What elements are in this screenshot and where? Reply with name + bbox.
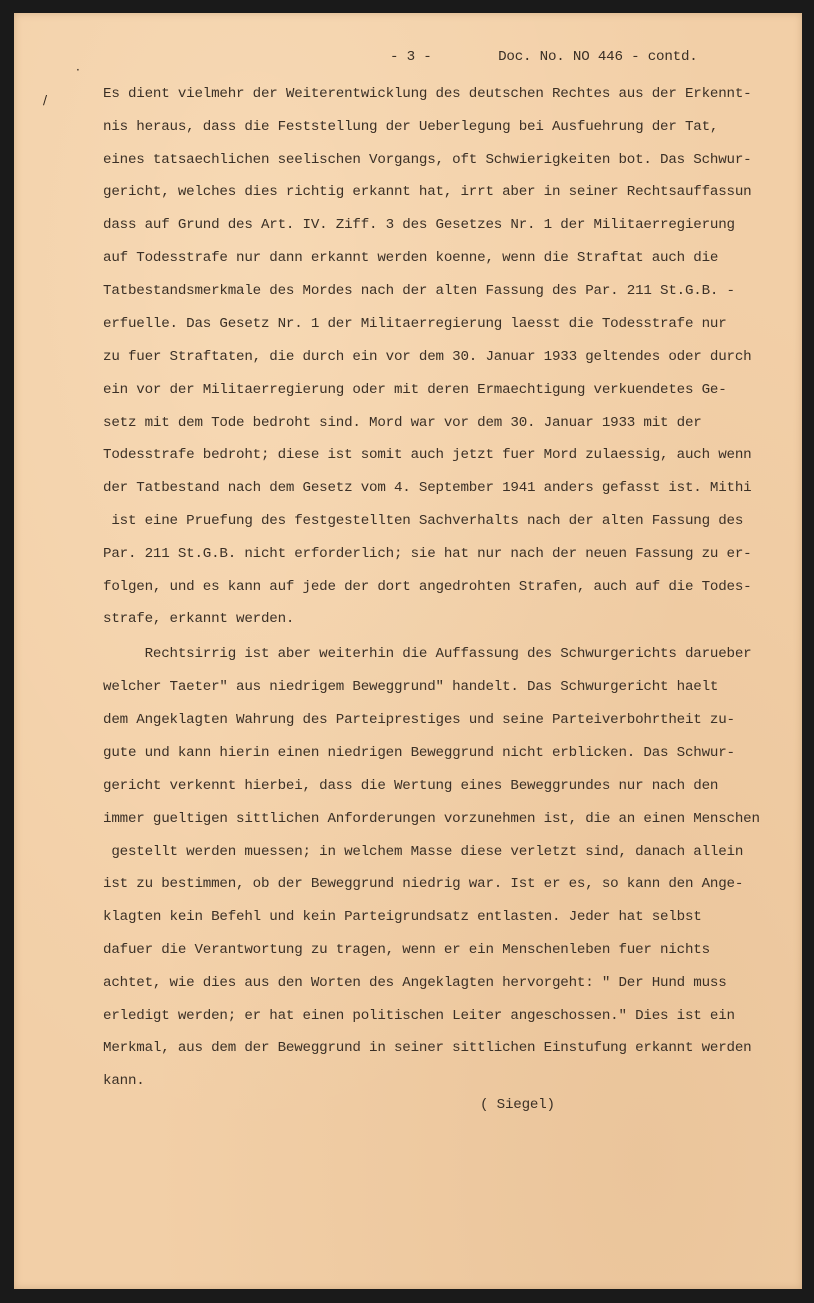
- text-line: nis heraus, dass die Feststellung der Ueberlegung bei Ausfuehrung der Tat,: [103, 119, 719, 135]
- text-line: achtet, wie dies aus den Worten des Angeklagten hervorgeht: " Der Hund muss: [103, 975, 727, 991]
- text-line: gericht, welches dies richtig erkannt hat, irrt aber in seiner Rechtsauffassun: [103, 184, 752, 200]
- text-line: eines tatsaechlichen seelischen Vorgangs, oft Schwierigkeiten bot. Das Schwur-: [103, 152, 752, 168]
- text-line: welcher Taeter" aus niedrigem Beweggrund" handelt. Das Schwurgericht haelt: [103, 679, 719, 695]
- text-line: Es dient vielmehr der Weiterentwicklung des deutschen Rechtes aus der Erkennt-: [103, 86, 752, 102]
- text-line: dem Angeklagten Wahrung des Parteiprestiges und seine Parteiverbohrtheit zu-: [103, 712, 735, 728]
- text-line: erledigt werden; er hat einen politischen Leiter angeschossen." Dies ist ein: [103, 1008, 735, 1024]
- text-line: erfuelle. Das Gesetz Nr. 1 der Militaerregierung laesst die Todesstrafe nur: [103, 316, 727, 332]
- document-page: [14, 13, 802, 1289]
- text-line: klagten kein Befehl und kein Parteigrundsatz entlasten. Jeder hat selbst: [103, 909, 702, 925]
- text-line: auf Todesstrafe nur dann erkannt werden koenne, wenn die Straftat auch die: [103, 250, 719, 266]
- margin-mark-slash: /: [43, 93, 48, 107]
- text-line: dass auf Grund des Art. IV. Ziff. 3 des Gesetzes Nr. 1 der Militaerregierung: [103, 217, 735, 233]
- text-line: Todesstrafe bedroht; diese ist somit auch jetzt fuer Mord zulaessig, auch wenn: [103, 447, 752, 463]
- text-line: gericht verkennt hierbei, dass die Wertung eines Beweggrundes nur nach den: [103, 778, 719, 794]
- text-line: ist eine Pruefung des festgestellten Sachverhalts nach der alten Fassung des: [103, 513, 744, 529]
- text-line: dafuer die Verantwortung zu tragen, wenn er ein Menschenleben fuer nichts: [103, 942, 710, 958]
- text-line: Merkmal, aus dem der Beweggrund in seiner sittlichen Einstufung erkannt werden: [103, 1040, 752, 1056]
- text-line: setz mit dem Tode bedroht sind. Mord war vor dem 30. Januar 1933 mit der: [103, 415, 702, 431]
- margin-mark-dot: ·: [76, 63, 80, 77]
- text-line: Par. 211 St.G.B. nicht erforderlich; sie hat nur nach der neuen Fassung zu er-: [103, 546, 752, 562]
- text-line: ist zu bestimmen, ob der Beweggrund niedrig war. Ist er es, so kann den Ange-: [103, 876, 744, 892]
- text-line: immer gueltigen sittlichen Anforderungen vorzunehmen ist, die an einen Menschen: [103, 811, 760, 827]
- text-line: der Tatbestand nach dem Gesetz vom 4. September 1941 anders gefasst ist. Mithi: [103, 480, 752, 496]
- signature-line: ( Siegel): [480, 1097, 555, 1113]
- text-line: gestellt werden muessen; in welchem Masse diese verletzt sind, danach allein: [103, 844, 744, 860]
- text-line: Rechtsirrig ist aber weiterhin die Auffassung des Schwurgerichts darueber: [103, 646, 752, 662]
- text-line: ein vor der Militaerregierung oder mit deren Ermaechtigung verkuendetes Ge-: [103, 382, 727, 398]
- text-line: strafe, erkannt werden.: [103, 611, 295, 627]
- text-line: kann.: [103, 1073, 145, 1089]
- text-line: folgen, und es kann auf jede der dort angedrohten Strafen, auch auf die Todes-: [103, 579, 752, 595]
- text-line: Tatbestandsmerkmale des Mordes nach der alten Fassung des Par. 211 St.G.B. -: [103, 283, 735, 299]
- text-line: zu fuer Straftaten, die durch ein vor dem 30. Januar 1933 geltendes oder durch: [103, 349, 752, 365]
- document-header: - 3 - Doc. No. NO 446 - contd.: [390, 49, 698, 65]
- text-line: gute und kann hierin einen niedrigen Beweggrund nicht erblicken. Das Schwur-: [103, 745, 735, 761]
